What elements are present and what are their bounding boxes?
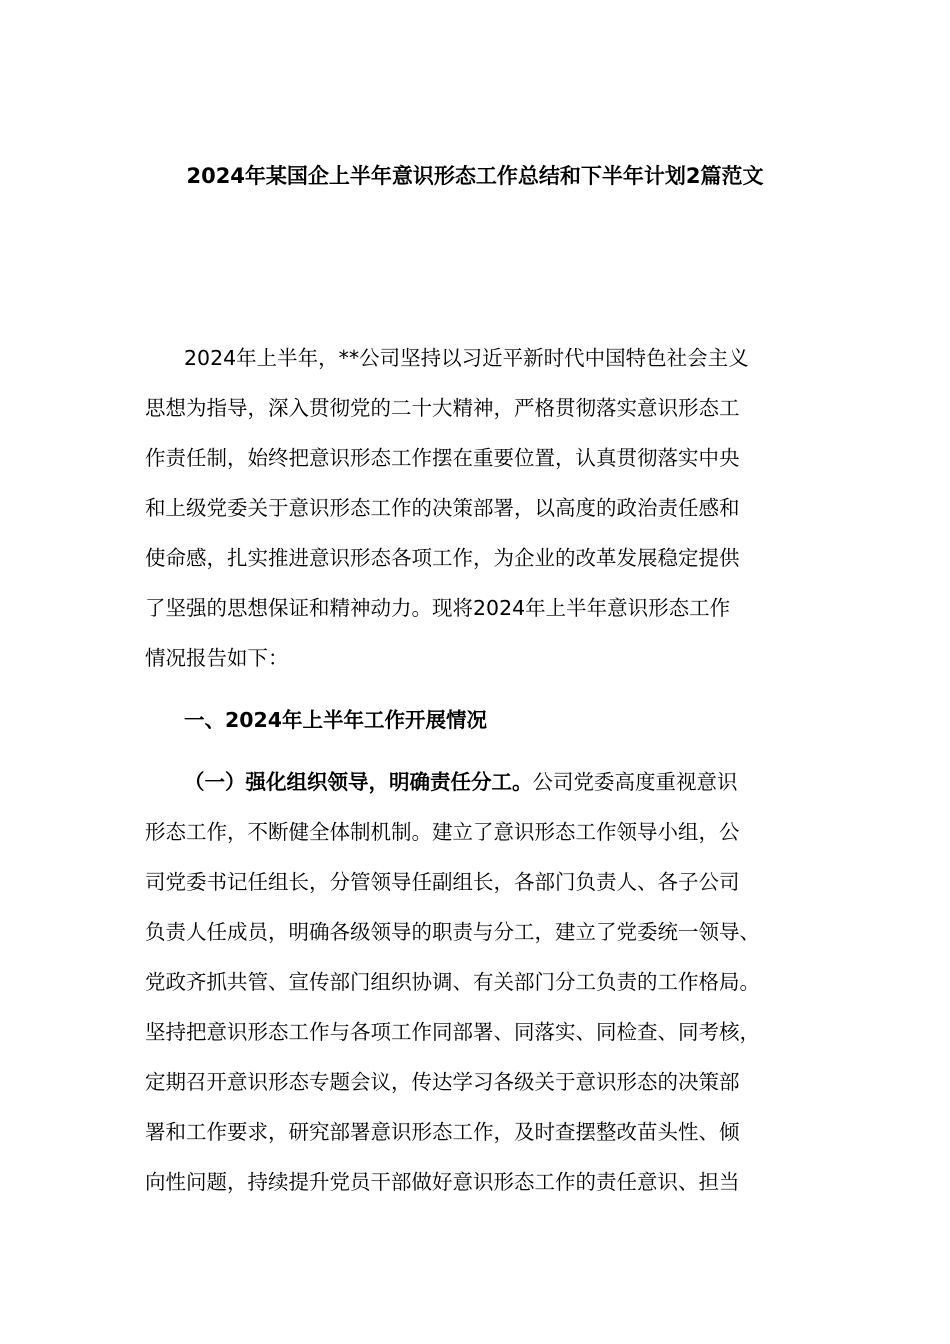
intro-line-3: 作责任制，始终把意识形态工作摆在重要位置，认真贯彻落实中央 bbox=[145, 446, 740, 470]
body-line-7: 署和工作要求，研究部署意识形态工作，及时查摆整改苗头性、倾 bbox=[145, 1120, 740, 1144]
section-heading: 一、2024年上半年工作开展情况 bbox=[184, 708, 488, 732]
body-line-1: 形态工作，不断健全体制机制。建立了意识形态工作领导小组，公 bbox=[145, 820, 740, 844]
body-line-3: 负责人任成员，明确各级领导的职责与分工，建立了党委统一领导、 bbox=[145, 920, 760, 944]
body-line-8: 向性问题，持续提升党员干部做好意识形态工作的责任意识、担当 bbox=[145, 1170, 740, 1194]
document-title: 2024年某国企上半年意识形态工作总结和下半年计划2篇范文 bbox=[186, 164, 764, 188]
subsection-first-text: 公司党委高度重视意识 bbox=[532, 770, 738, 794]
subsection-heading: （一）强化组织领导，明确责任分工。 bbox=[184, 770, 533, 794]
intro-line-2: 思想为指导，深入贯彻党的二十大精神，严格贯彻落实意识形态工 bbox=[145, 396, 740, 420]
intro-line-5: 使命感，扎实推进意识形态各项工作，为企业的改革发展稳定提供 bbox=[145, 546, 740, 570]
intro-line-7: 情况报告如下： bbox=[145, 646, 289, 670]
intro-line-4: 和上级党委关于意识形态工作的决策部署，以高度的政治责任感和 bbox=[145, 496, 740, 520]
subsection-first-line bbox=[184, 767, 738, 797]
body-line-2: 司党委书记任组长，分管领导任副组长，各部门负责人、各子公司 bbox=[145, 870, 740, 894]
body-line-6: 定期召开意识形态专题会议，传达学习各级关于意识形态的决策部 bbox=[145, 1070, 740, 1094]
body-line-5: 坚持把意识形态工作与各项工作同部署、同落实、同检查、同考核， bbox=[145, 1020, 760, 1044]
intro-line-1: 2024年上半年，**公司坚持以习近平新时代中国特色社会主义 bbox=[184, 346, 749, 370]
body-line-4: 党政齐抓共管、宣传部门组织协调、有关部门分工负责的工作格局。 bbox=[145, 970, 760, 994]
intro-line-6: 了坚强的思想保证和精神动力。现将2024年上半年意识形态工作 bbox=[145, 596, 731, 620]
